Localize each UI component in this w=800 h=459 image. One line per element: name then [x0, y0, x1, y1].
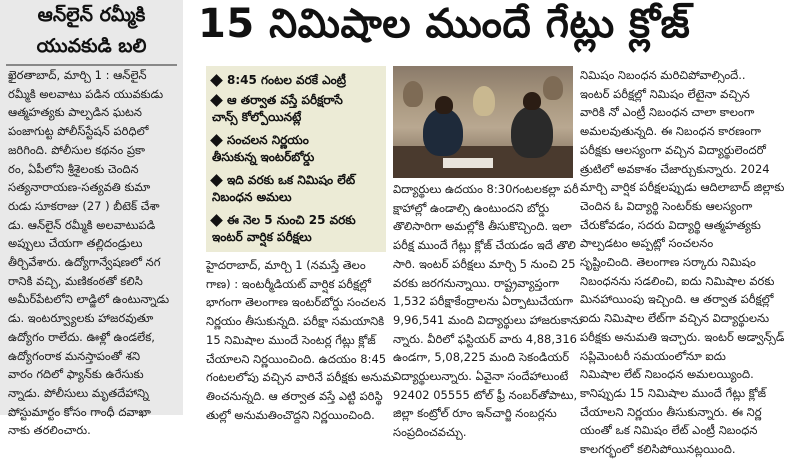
main-headline: 15 నిమిషాల ముందే గేట్లు క్లోజ్ [198, 1, 691, 47]
student-figure [511, 106, 553, 158]
key-point-5 [212, 212, 384, 246]
exam-paper [443, 158, 493, 168]
key-point-5-text: ఈ నెల 5 నుంచి 25 వరకు ఇంటర్ వార్షిక పరీక్షలు [212, 213, 356, 244]
student-figure [403, 81, 423, 107]
diamond-bullet-icon [210, 74, 223, 87]
key-points-box [206, 66, 386, 252]
article-column-1: హైదరాబాద్, మార్చి 1 (నమస్తే తెలం గాణ) : ఇంటర్మీడియట్ వార్షిక పరీక్షల్లో భాగంగా తెలంగాణ ఇంటర్‌బోర్డు సంచలన నిర్ణయం తీసుకున్నది. పరీక్షా సమయానికి 15 నిమిషాల ముందే సెంటర్ల గేట్లు క్లోజ్ చేయాలని నిర్ణయించింది. ఉదయం 8:45 గంటలలోపు వచ్చిన వారినే పరీక్షకు అనుమ తించనున్నది. ఆ తర్వాత వస్తే ఎట్టి పరిస్థి తుల్లో అనుమతించొద్దని నిర్ణయించింది. [206, 258, 395, 422]
key-point-4 [212, 172, 384, 206]
article-column-2: విద్యార్థులు ఉదయం 8:30గంటలకల్లా పరీ క్షాహాల్లో ఉండాల్సి ఉంటుందని బోర్డు తొలిసారిగా అమల్లోకి తీసుకొచ్చింది. ఇలా పరీక్ష ముందే గేట్లు క్లోజ్ చేయడం ఇదే తొలి సారి. ఇంటర్ పరీక్షలు మార్చి 5 నుంచి 25 వరకు జరగనున్నాయి. రాష్ట్రవ్యాప్తంగా 1,532 పరీక్షాకేంద్రాలను ఏర్పాటుచేయగా 9,96,541 మంది విద్యార్థులు హాజరుకాను న్నారు. వీరిలో ఫస్టియర్ వారు 4,88,316 ఉండగా, 5,08,225 మంది సెకండియర్ విద్యార్థులున్నారు. ఏవైనా సందేహాలుంటే 92402 05555 టోల్ ఫ్రీ నంబర్‌తోపాటు, జిల్లా కంట్రోల్ రూం ఇన్‌చార్జి నంబర్లను సంప్రదించవచ్చు. [393, 182, 583, 440]
diamond-bullet-icon [210, 214, 223, 227]
key-point-2 [212, 92, 384, 126]
key-point-1-text: 8:45 గంటల వరకే ఎంట్రీ [227, 73, 347, 87]
key-point-1 [212, 72, 384, 89]
diamond-bullet-icon [210, 174, 223, 187]
sidebar-headline-line2: యువకుడి బలి [36, 35, 147, 57]
students-writing-exam-photo [393, 66, 573, 178]
diamond-bullet-icon [210, 94, 223, 107]
article-column-3: నిమిషం నిబంధన మరిచిపోవాల్సిందే.. ఇంటర్ పరీక్షల్లో నిమిషం లేటైనా వచ్చిన వారికి నో ఎంట్రీ నిబంధన చాలా కాలంగా అమలవుతున్నది. ఈ నిబంధన కారణంగా పరీక్షకు ఆలస్యంగా వచ్చిన విద్యార్థులెందరో త్రుటిలో అవకాశం చేజార్చుకున్నారు. 2024 మార్చి వార్షిక పరీక్షలప్పుడు ఆదిలాబాద్ జిల్లాకు చెందిన ఓ విద్యార్థి సెంటర్‌కు ఆలస్యంగా చేరుకోవడం, సదరు విద్యార్థి ఆత్మహత్యకు పాల్పడటం అప్పట్లో సంచలనం సృష్టించింది. తెలంగాణ సర్కారు నిమిషం నిబంధనను సడలించి, ఐదు నిమిషాల వరకు మినహాయింపు ఇచ్చింది. ఆ తర్వాత పరీక్షల్లో ఐదు నిమిషాల లేట్‌గా వచ్చిన విద్యార్థులను పరీక్షకు అనుమతి ఇచ్చారు. ఇంటర్ అడ్వాన్స్‌డ్ సప్లిమెంటరీ సమయంలోనూ ఐదు నిమిషాల లేట్ నిబంధన అమలయ్యింది. కానిప్పుడు 15 నిమిషాల ముందే గేట్లు క్లోజ్ చేయాలని నిర్ణయం తీసుకున్నారు. ఈ నిర్ణ యంతో ఒక నిమిషం లేట్ ఎంట్రీ నిబంధన కాలగర్భంలో కలిసిపోయినట్లయింది. [580, 68, 785, 457]
student-figure [473, 86, 495, 116]
key-point-2-text: ఆ తర్వాత వస్తే పరీక్షరాసే చాన్స్ కోల్పోయినట్లే [212, 93, 343, 124]
diamond-bullet-icon [210, 134, 223, 147]
sidebar-headline-line1: ఆన్‌లైన్ రమ్మీకి [37, 4, 146, 26]
student-figure [423, 108, 463, 156]
sidebar-article-text: ఖైరతాబాద్, మార్చి 1 : ఆన్‌లైన్ రమ్మీకి అలవాటు పడిన యువకుడు ఆత్మహత్యకు పాల్పడిన ఘటన పంజాగుట్ట పోలీస్‌స్టేషన్ పరిధిలో జరిగింది. పోలీసుల కథనం ప్రకా రం, ఏపీలోని శ్రీశైలంకు చెందిన సత్యనారాయణ-సత్యవతి కుమా రుడు సూకరాజు (27 ) బీటెక్ చేశా డు. ఆన్‌లైన్ రమ్మీకి అలవాటుపడి అప్పులు చేయగా తల్లిదండ్రులు తీర్చివేశారు. ఉద్యోగాన్వేషణలో నగ రానికి వచ్చి, మణికంఠతో కలిసి అమీర్‌పేటలోని లాడ్జిలో ఉంటున్నాడు డు. ఇంటర్వ్యూలకు హాజరవుతూ ఉద్యోగం రాలేదు. ఊళ్లో ఉండలేక, ఉద్యోగంరాక మనస్తాపంతో శని వారం గదిలో ఫ్యాన్‌కు ఉరేసుకు న్నాడు. పోలీసులు మృతదేహాన్ని పోస్టుమార్టం కోసం గాంధీ దవాఖా నాకు తరలించారు. [8, 68, 170, 438]
key-point-4-text: ఇది వరకు ఒక నిమిషం లేట్ నిబంధన అమలు [212, 173, 356, 204]
student-head [523, 92, 541, 110]
key-point-3-text: సంచలన నిర్ణయం తీసుకున్న ఇంటర్‌బోర్డు [212, 133, 315, 164]
key-point-3 [212, 132, 384, 166]
student-figure [543, 76, 563, 100]
student-head [435, 96, 453, 114]
